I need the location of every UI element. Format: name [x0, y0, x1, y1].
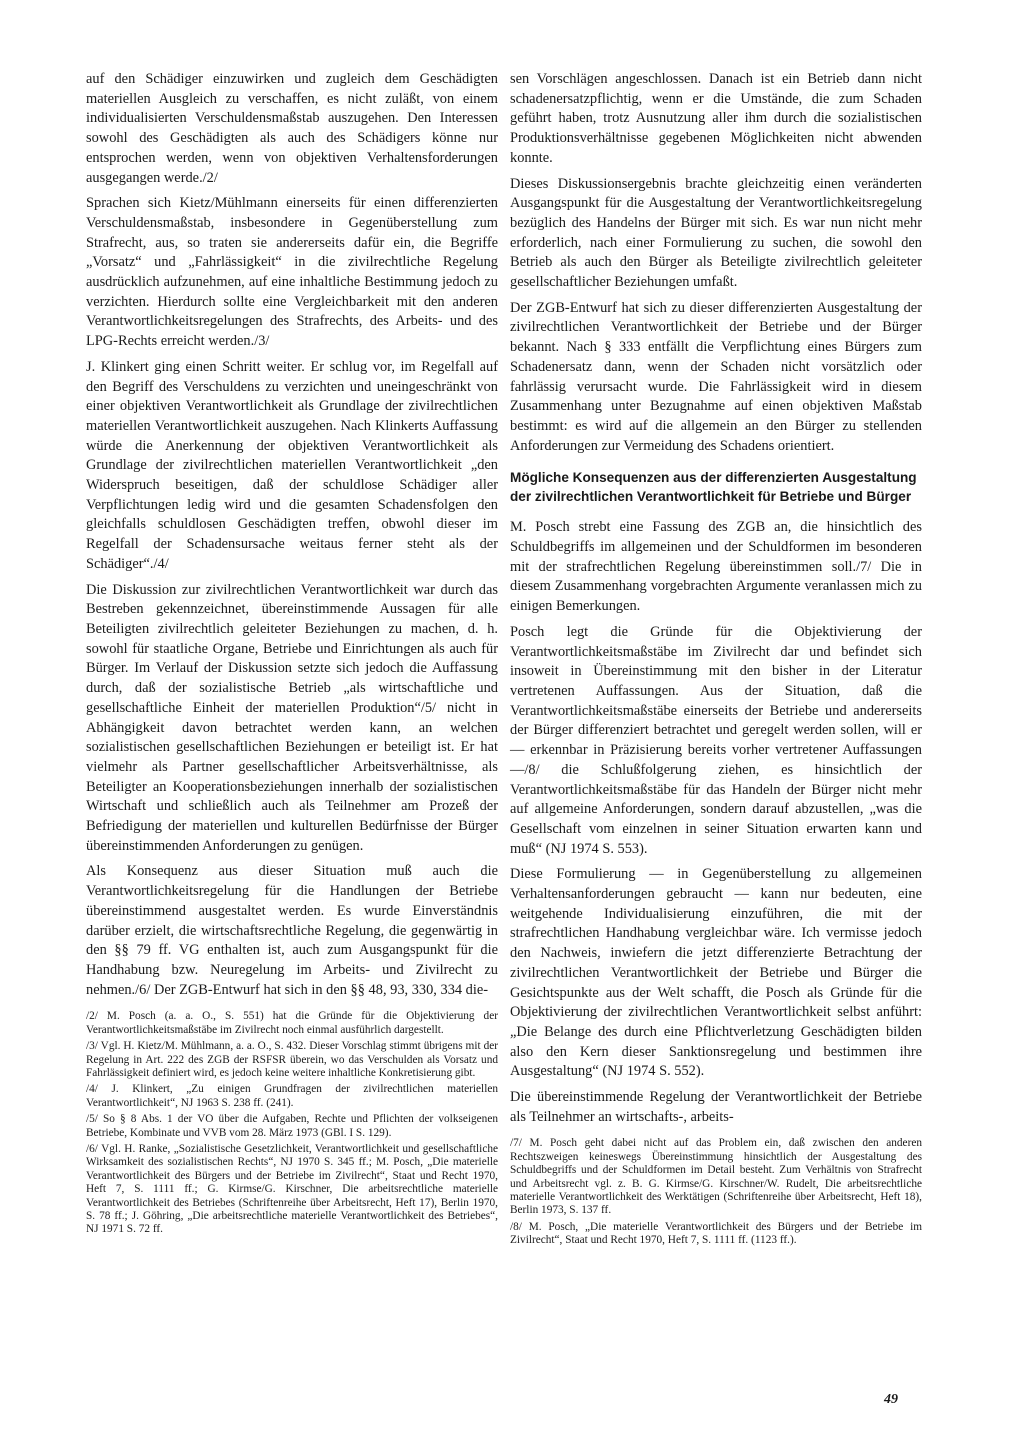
body-paragraph: Als Konsequenz aus dieser Situation muß auch die Verantwortlichkeitsregelung für die Handlungen der Betriebe übereinstimmend ausgestaltet werden. Es wurde Einverständnis darüber erzielt, die wirtschaftsrechtliche Regelung, die gegenwärtig in den §§ 79 ff. VG enthalten ist, auch zum Ausgangspunkt für die Handhabung bzw. Neuregelung im Arbeits- und Zivilrecht zu nehmen./6/ Der ZGB-Entwurf hat sich in den §§ 48, 93, 330, 334 die- — [86, 863, 498, 998]
left-column — [86, 70, 498, 1240]
footnote: /5/ So § 8 Abs. 1 der VO über die Aufgaben, Rechte und Pflichten der volkseigenen Betriebe, Kombinate und VVB vom 28. März 1973 (GBl. I S. 129). — [86, 1113, 498, 1139]
footnote: /7/ M. Posch geht dabei nicht auf das Problem ein, daß zwischen den anderen Rechtszweigen keineswegs Übereinstimmung hinsichtlich der Ausgestaltung des Schuldbegriffs und der Schuldformen im Detail besteht. Zum Verhältnis von Strafrecht und Arbeitsrecht vgl. z. B. G. Kirmse/G. Kirschner/W. Rudelt, Die arbeitsrechtliche materielle Verantwortlichkeit des Werktätigen (Schriftenreihe über Arbeitsrecht, Heft 18), Berlin 1973, S. 137 ff. — [510, 1137, 922, 1217]
body-paragraph: M. Posch strebt eine Fassung des ZGB an, die hinsichtlich des Schuldbegriffs im allgemeinen und der Schuldformen im besonderen mit der strafrechtlichen Regelung übereinstimmen soll./7/ Die in diesem Zusammenhang vorgebrachten Argumente veranlassen mich zu einigen Bemerkungen. — [510, 519, 922, 615]
body-paragraph: Der ZGB-Entwurf hat sich zu dieser differenzierten Ausgestaltung der zivilrechtlichen Verantwortlichkeit der Betriebe und der Bürger bekannt. Nach § 333 entfällt die Verpflichtung eines Bürgers zum Schadenersatz dann, wenn der Schaden nicht vorsätzlich oder fahrlässig verursacht wurde. Die Fahrlässigkeit wird in diesem Zusammenhang unter Bezugnahme auf einen objektiven Maßstab bestimmt: es wird auf die allgemein an den Bürger zu stellenden Anforderungen zur Vermeidung des Schadens orientiert. — [510, 299, 922, 454]
section-heading: Mögliche Konsequenzen aus der differenzierten Ausgestaltung der zivilrechtlichen Verantwortlichkeit für Betriebe und Bürger — [510, 470, 917, 505]
body-paragraph: auf den Schädiger einzuwirken und zugleich dem Geschädigten materiellen Ausgleich zu verschaffen, es nicht zuläßt, von einem individualisierten Verschuldensmaßstab auszugehen. Den Interessen sowohl des Geschädigten als auch des Schädigers könne nur entsprochen werden, wenn von objektiven Verhaltensforderungen ausgegangen werde./2/ — [86, 71, 498, 186]
page-number: 49 — [884, 1392, 898, 1407]
footnote: /8/ M. Posch, „Die materielle Verantwortlichkeit des Bürgers und der Betriebe im Zivilrecht“, Staat und Recht 1970, Heft 7, S. 1111 ff. (1123 ff.). — [510, 1220, 922, 1247]
right-column — [510, 70, 922, 1251]
footnote: /3/ Vgl. H. Kietz/M. Mühlmann, a. a. O., S. 432. Dieser Vorschlag stimmt übrigens mit der Regelung in Art. 222 des ZGB der RSFSR überein, wo das Verschulden als Vorsatz und Fahrlässigkeit definiert wird, es jedoch keine weitere inhaltliche Konkretisierung gibt. — [86, 1040, 498, 1079]
body-paragraph: sen Vorschlägen angeschlossen. Danach ist ein Betrieb dann nicht schadenersatzpflichtig, wenn er die Umstände, die zum Schaden geführt haben, trotz Ausnutzung aller ihm durch die sozialistischen Produktionsverhältnisse gegebenen Möglichkeiten nicht abwenden konnte. — [510, 71, 922, 166]
body-paragraph: Dieses Diskussionsergebnis brachte gleichzeitig einen veränderten Ausgangspunkt für die Ausgestaltung der Verantwortlichkeitsregelung bezüglich des Handelns der Bürger mit sich. Es war nun nicht mehr erforderlich, nach einer Formulierung zu suchen, die sowohl den Betrieb als auch den Bürger als Beteiligte zivilrechtlich geleiteter gesellschaftlicher Beziehungen umfaßt. — [510, 175, 922, 291]
body-paragraph: Diese Formulierung — in Gegenüberstellung zu allgemeinen Verhaltensanforderungen gebraucht — kann nur bedeuten, eine weitgehende Individualisierung einzuführen, die mit der strafrechtlichen Handhabung vergleichbar wäre. Ich vermisse jedoch den Nachweis, inwiefern die jetzt differenzierte Betrachtung der zivilrechtlichen Verantwortlichkeit der Betriebe und Bürger die Gesichtspunkte aus der Welt schafft, die Posch als Gründe für die Objektivierung der zivilrechtlichen Verantwortlichkeit selbst anführt: „Die Belange des durch eine Pflichtverletzung Geschädigten bilden also den Kern dieser Sanktionsregelung und bestimmen ihre Ausgestaltung“ (NJ 1974 S. 552). — [510, 866, 922, 1080]
footnote: /4/ J. Klinkert, „Zu einigen Grundfragen der zivilrechtlichen materiellen Verantwortlichkeit“, NJ 1963 S. 238 ff. (241). — [86, 1083, 498, 1109]
body-paragraph: Posch legt die Gründe für die Objektivierung der Verantwortlichkeitsmaßstäbe im Zivilrecht dar und befindet sich insoweit in Übereinstimmung mit den bisher in der Literatur vertretenen Auffassungen. Aus der Situation, daß die Verantwortlichkeitsmaßstäbe einerseits der Betriebe und andererseits der Bürger differenziert betrachtet und geregelt werden sollen, will er — erkennbar in Präzisierung bereits vorher vertretener Auffassungen —/8/ die Schlußfolgerung ziehen, es hinsichtlich der Verantwortlichkeitsmaßstäbe für das Handeln der Bürger nicht mehr auf allgemeine Anforderungen, sondern darauf abzustellen, „was die Gesellschaft vom einzelnen in seiner Situation erwarten kann und muß“ (NJ 1974 S. 553). — [510, 623, 922, 857]
body-paragraph: Die Diskussion zur zivilrechtlichen Verantwortlichkeit war durch das Bestreben gekennzeichnet, übereinstimmende Aussagen für alle Beteiligten zivilrechtlich geleiteter Beziehungen zu machen, d. h. sowohl für staatliche Organe, Betriebe und Einrichtungen als auch für Bürger. Im Verlauf der Diskussion setzte sich jedoch die Auffassung durch, daß der sozialistische Betrieb „als wirtschaftliche und gesellschaftliche Einheit der materiellen Produktion“/5/ nicht in Abhängigkeit davon betrachtet werden kann, an welchen sozialistischen gesellschaftlichen Beziehungen er beteiligt ist. Er hat vielmehr als Partner gesellschaftlicher Arbeitsverhältnisse, als Beteiligter an Kooperationsbeziehungen innerhalb der sozialistischen Wirtschaft und schließlich auch als Teilnehmer am Prozeß der Befriedigung der materiellen und kulturellen Bedürfnisse der Bürger übereinstimmenden Anforderungen zu genügen. — [86, 581, 498, 854]
footnotes-left — [86, 1010, 498, 1237]
footnote: /6/ Vgl. H. Ranke, „Sozialistische Gesetzlichkeit, Verantwortlichkeit und gesellschaftliche Wirksamkeit des sozialistischen Rechts“, NJ 1970 S. 345 ff.; M. Posch, „Die materielle Verantwortlichkeit des Bürgers und der Betriebe im Zivilrecht“, Staat und Recht 1970, Heft 7, S. 1111 ff.; G. Kirmse/G. Kirschner, Die arbeitsrechtliche materielle Verantwortlichkeit des Betriebes (Schriftenreihe über Arbeitsrecht, Heft 17), Berlin 1970, S. 78 ff.; J. Göhring, „Die arbeitsrechtliche materielle Verantwortlichkeit des Betriebes“, NJ 1971 S. 72 ff. — [86, 1143, 498, 1236]
footnote: /2/ M. Posch (a. a. O., S. 551) hat die Gründe für die Objektivierung der Verantwortlichkeitsmaßstäbe im Zivilrecht noch einmal ausführlich dargestellt. — [86, 1010, 498, 1036]
body-paragraph: Die übereinstimmende Regelung der Verantwortlichkeit der Betriebe als Teilnehmer an wirtschafts-, arbeits- — [510, 1089, 922, 1125]
body-paragraph: J. Klinkert ging einen Schritt weiter. Er schlug vor, im Regelfall auf den Begriff des Verschuldens zu verzichten und uneingeschränkt von einer objektiven Verantwortlichkeit als Grundlage der zivilrechtlichen materiellen Verantwortlichkeit auszugehen. Nach Klinkerts Auffassung würde die Anerkennung der objektiven Verantwortlichkeit als Grundlage der zivilrechtlichen materiellen Verantwortlichkeit „den Widerspruch beseitigen, daß der schuldlose Schädiger aller Verpflichtungen ledig wird und die gesamten Schadensfolgen den gleichfalls schuldlosen Geschädigten treffen, obwohl dieser im Regelfall der Schadensursache weitaus ferner steht als der Schädiger“./4/ — [86, 358, 498, 572]
body-paragraph: Sprachen sich Kietz/Mühlmann einerseits für einen differenzierten Verschuldensmaßstab, insbesondere in Gegenüberstellung zum Strafrecht, aus, so traten sie andererseits dafür ein, die Begriffe „Vorsatz“ und „Fahrlässigkeit“ in die zivilrechtliche Regelung ausdrücklich aufzunehmen, auf eine inhaltliche Bestimmung jedoch zu verzichten. Hierdurch sollte eine Vergleichbarkeit mit den anderen Verantwortlichkeitsregelungen des Strafrechts, des Arbeits- und des LPG-Rechts erreicht werden./3/ — [86, 195, 498, 350]
footnotes-right — [510, 1137, 922, 1247]
